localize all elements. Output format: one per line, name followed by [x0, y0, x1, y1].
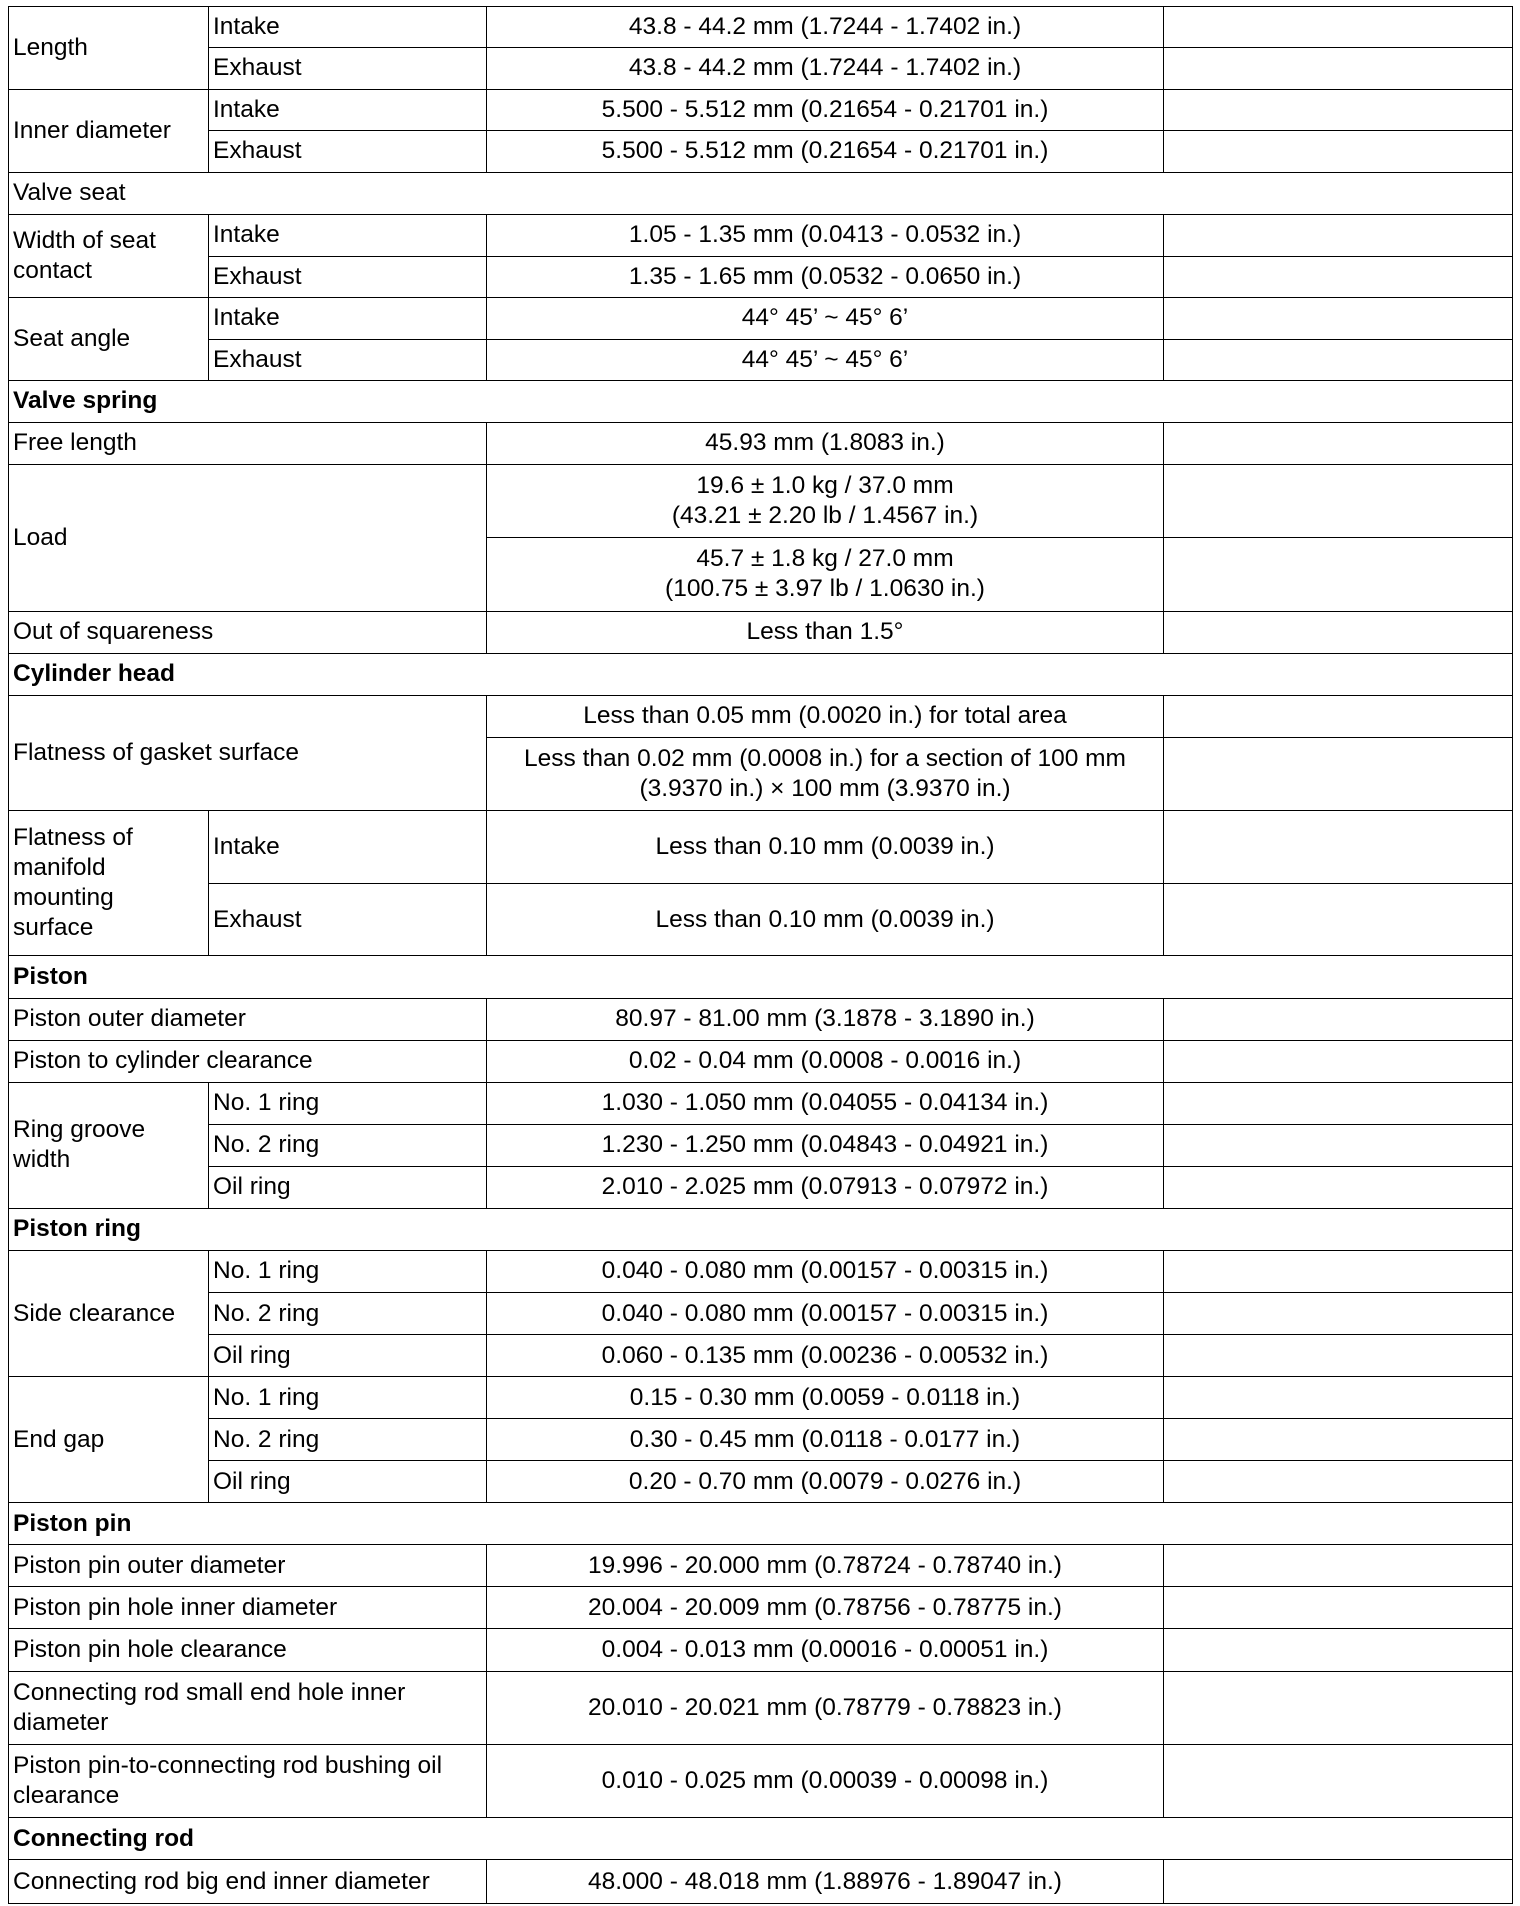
notes-cell [1164, 695, 1513, 737]
label-line: surface [13, 914, 94, 942]
table-row [9, 1860, 1513, 1904]
spec-sublabel: No. 1 ring [209, 1377, 487, 1419]
spec-sublabel: Exhaust [209, 47, 487, 89]
notes-cell [1164, 1335, 1513, 1377]
spec-sublabel: Exhaust [209, 256, 487, 297]
value-line: (3.9370 in.) × 100 mm (3.9370 in.) [639, 774, 1011, 802]
spec-label [9, 1744, 487, 1817]
notes-cell [1164, 1629, 1513, 1671]
spec-label [9, 1671, 487, 1744]
notes-cell [1164, 1587, 1513, 1629]
table-row [9, 695, 1513, 737]
spec-sublabel: Oil ring [209, 1461, 487, 1503]
table-row [9, 1292, 1513, 1334]
spec-value: 5.500 - 5.512 mm (0.21654 - 0.21701 in.) [487, 130, 1164, 172]
notes-cell [1164, 1377, 1513, 1419]
spec-label: Piston pin outer diameter [9, 1545, 487, 1587]
table-row [9, 214, 1513, 256]
spec-sublabel: Intake [209, 7, 487, 48]
table-row [9, 884, 1513, 956]
spec-label: Out of squareness [9, 611, 487, 653]
spec-value [487, 464, 1164, 537]
notes-cell [1164, 1545, 1513, 1587]
table-row [9, 998, 1513, 1040]
notes-cell [1164, 998, 1513, 1040]
spec-label: Inner diameter [9, 89, 209, 172]
spec-sublabel: Exhaust [209, 130, 487, 172]
notes-cell [1164, 1461, 1513, 1503]
spec-value: 1.05 - 1.35 mm (0.0413 - 0.0532 in.) [487, 214, 1164, 256]
notes-cell [1164, 256, 1513, 297]
notes-cell [1164, 7, 1513, 48]
spec-value [487, 538, 1164, 611]
table-row [9, 380, 1513, 422]
notes-cell [1164, 297, 1513, 339]
spec-value: 20.004 - 20.009 mm (0.78756 - 0.78775 in.) [487, 1587, 1164, 1629]
spec-value: Less than 0.10 mm (0.0039 in.) [487, 884, 1164, 956]
spec-value: 0.004 - 0.013 mm (0.00016 - 0.00051 in.) [487, 1629, 1164, 1671]
table-row [9, 89, 1513, 130]
spec-value: 43.8 - 44.2 mm (1.7244 - 1.7402 in.) [487, 47, 1164, 89]
notes-cell [1164, 1860, 1513, 1904]
spec-value: 0.02 - 0.04 mm (0.0008 - 0.0016 in.) [487, 1040, 1164, 1082]
table-row [9, 297, 1513, 339]
spec-value: 0.060 - 0.135 mm (0.00236 - 0.00532 in.) [487, 1335, 1164, 1377]
table-row [9, 1082, 1513, 1124]
table-row [9, 422, 1513, 464]
label-line: Ring groove [13, 1116, 146, 1144]
spec-sublabel: Exhaust [209, 339, 487, 380]
spec-label [9, 1082, 209, 1208]
spec-value: 0.30 - 0.45 mm (0.0118 - 0.0177 in.) [487, 1419, 1164, 1461]
subsection-heading: Valve seat [9, 172, 1513, 214]
table-row [9, 130, 1513, 172]
spec-label: Side clearance [9, 1250, 209, 1376]
spec-value: 48.000 - 48.018 mm (1.88976 - 1.89047 in.) [487, 1860, 1164, 1904]
notes-cell [1164, 1040, 1513, 1082]
notes-cell [1164, 1124, 1513, 1166]
section-heading: Cylinder head [9, 653, 1513, 695]
notes-cell [1164, 1744, 1513, 1817]
table-row [9, 1629, 1513, 1671]
spec-value: 0.15 - 0.30 mm (0.0059 - 0.0118 in.) [487, 1377, 1164, 1419]
table-row [9, 1461, 1513, 1503]
label-line: Connecting rod small end hole inner [13, 1678, 406, 1706]
spec-sublabel: Exhaust [209, 884, 487, 956]
table-row [9, 464, 1513, 537]
label-line: Flatness of [13, 824, 133, 852]
spec-label: Piston to cylinder clearance [9, 1040, 487, 1082]
label-line: diameter [13, 1708, 109, 1736]
spec-sublabel: Intake [209, 297, 487, 339]
table-row [9, 1250, 1513, 1292]
label-line: contact [13, 256, 92, 284]
spec-value: 19.996 - 20.000 mm (0.78724 - 0.78740 in.) [487, 1545, 1164, 1587]
label-line: mounting [13, 884, 114, 912]
spec-sublabel: Intake [209, 214, 487, 256]
spec-label: Flatness of gasket surface [9, 695, 487, 810]
spec-label [9, 811, 209, 956]
value-line: Less than 0.02 mm (0.0008 in.) for a section of 100 mm [524, 744, 1126, 772]
section-heading: Piston [9, 956, 1513, 998]
spec-label: Piston outer diameter [9, 998, 487, 1040]
notes-cell [1164, 1082, 1513, 1124]
spec-value: 44° 45’ ~ 45° 6’ [487, 339, 1164, 380]
notes-cell [1164, 611, 1513, 653]
spec-label: Piston pin hole inner diameter [9, 1587, 487, 1629]
section-heading: Piston pin [9, 1503, 1513, 1545]
notes-cell [1164, 737, 1513, 810]
notes-cell [1164, 1419, 1513, 1461]
notes-cell [1164, 811, 1513, 884]
spec-value: 80.97 - 81.00 mm (3.1878 - 3.1890 in.) [487, 998, 1164, 1040]
table-row [9, 1744, 1513, 1817]
spec-sublabel: No. 2 ring [209, 1124, 487, 1166]
spec-sublabel: Intake [209, 89, 487, 130]
spec-value: 43.8 - 44.2 mm (1.7244 - 1.7402 in.) [487, 7, 1164, 48]
table-row [9, 653, 1513, 695]
section-heading: Connecting rod [9, 1818, 1513, 1860]
table-row [9, 1503, 1513, 1545]
spec-value: 1.030 - 1.050 mm (0.04055 - 0.04134 in.) [487, 1082, 1164, 1124]
table-row [9, 1124, 1513, 1166]
spec-value: 0.010 - 0.025 mm (0.00039 - 0.00098 in.) [487, 1744, 1164, 1817]
spec-label: Free length [9, 422, 487, 464]
label-line: width [13, 1146, 71, 1174]
value-line: (100.75 ± 3.97 lb / 1.0630 in.) [665, 575, 985, 603]
label-line: manifold [13, 854, 106, 882]
spec-value: 20.010 - 20.021 mm (0.78779 - 0.78823 in.) [487, 1671, 1164, 1744]
table-row [9, 7, 1513, 48]
specification-table [8, 6, 1513, 1904]
value-line: Less than 0.05 mm (0.0020 in.) for total area [583, 702, 1067, 730]
spec-label: Length [9, 7, 209, 90]
spec-value: 45.93 mm (1.8083 in.) [487, 422, 1164, 464]
table-row [9, 339, 1513, 380]
spec-sublabel: Oil ring [209, 1166, 487, 1208]
spec-value: 1.35 - 1.65 mm (0.0532 - 0.0650 in.) [487, 256, 1164, 297]
notes-cell [1164, 47, 1513, 89]
table-row [9, 47, 1513, 89]
spec-value [487, 695, 1164, 737]
spec-sublabel: No. 2 ring [209, 1292, 487, 1334]
table-row [9, 1818, 1513, 1860]
section-heading: Piston ring [9, 1208, 1513, 1250]
spec-label [9, 214, 209, 297]
spec-sublabel: Intake [209, 811, 487, 884]
table-row [9, 1419, 1513, 1461]
spec-value [487, 737, 1164, 810]
table-row [9, 1671, 1513, 1744]
table-row [9, 1377, 1513, 1419]
spec-value: Less than 0.10 mm (0.0039 in.) [487, 811, 1164, 884]
notes-cell [1164, 130, 1513, 172]
table-row [9, 1040, 1513, 1082]
label-line: Width of seat [13, 226, 156, 254]
spec-value: 2.010 - 2.025 mm (0.07913 - 0.07972 in.) [487, 1166, 1164, 1208]
spec-value: 0.040 - 0.080 mm (0.00157 - 0.00315 in.) [487, 1292, 1164, 1334]
value-line: 45.7 ± 1.8 kg / 27.0 mm [696, 545, 954, 573]
notes-cell [1164, 1671, 1513, 1744]
specification-table-body [9, 7, 1513, 1904]
value-line: 19.6 ± 1.0 kg / 37.0 mm [696, 472, 954, 500]
spec-value: 1.230 - 1.250 mm (0.04843 - 0.04921 in.) [487, 1124, 1164, 1166]
table-row [9, 811, 1513, 884]
notes-cell [1164, 538, 1513, 611]
table-row [9, 956, 1513, 998]
table-row [9, 1208, 1513, 1250]
spec-sublabel: No. 2 ring [209, 1419, 487, 1461]
notes-cell [1164, 1250, 1513, 1292]
spec-label: Connecting rod big end inner diameter [9, 1860, 487, 1904]
table-row [9, 1587, 1513, 1629]
label-line: Piston pin-to-connecting rod bushing oil [13, 1752, 443, 1780]
table-row [9, 1545, 1513, 1587]
spec-sublabel: No. 1 ring [209, 1250, 487, 1292]
label-line: clearance [13, 1782, 120, 1810]
spec-value: 0.20 - 0.70 mm (0.0079 - 0.0276 in.) [487, 1461, 1164, 1503]
spec-value: 44° 45’ ~ 45° 6’ [487, 297, 1164, 339]
spec-label: Seat angle [9, 297, 209, 380]
table-row [9, 1166, 1513, 1208]
section-heading: Valve spring [9, 380, 1513, 422]
table-row [9, 256, 1513, 297]
notes-cell [1164, 422, 1513, 464]
notes-cell [1164, 339, 1513, 380]
value-line: (43.21 ± 2.20 lb / 1.4567 in.) [671, 502, 979, 530]
notes-cell [1164, 1292, 1513, 1334]
spec-value: Less than 1.5° [487, 611, 1164, 653]
notes-cell [1164, 1166, 1513, 1208]
spec-value: 0.040 - 0.080 mm (0.00157 - 0.00315 in.) [487, 1250, 1164, 1292]
notes-cell [1164, 464, 1513, 537]
table-row [9, 611, 1513, 653]
spec-value: 5.500 - 5.512 mm (0.21654 - 0.21701 in.) [487, 89, 1164, 130]
spec-sublabel: Oil ring [209, 1335, 487, 1377]
spec-label: Load [9, 464, 487, 611]
notes-cell [1164, 884, 1513, 956]
table-row [9, 172, 1513, 214]
spec-label: End gap [9, 1377, 209, 1503]
notes-cell [1164, 89, 1513, 130]
spec-label: Piston pin hole clearance [9, 1629, 487, 1671]
spec-sublabel: No. 1 ring [209, 1082, 487, 1124]
table-row [9, 1335, 1513, 1377]
notes-cell [1164, 214, 1513, 256]
